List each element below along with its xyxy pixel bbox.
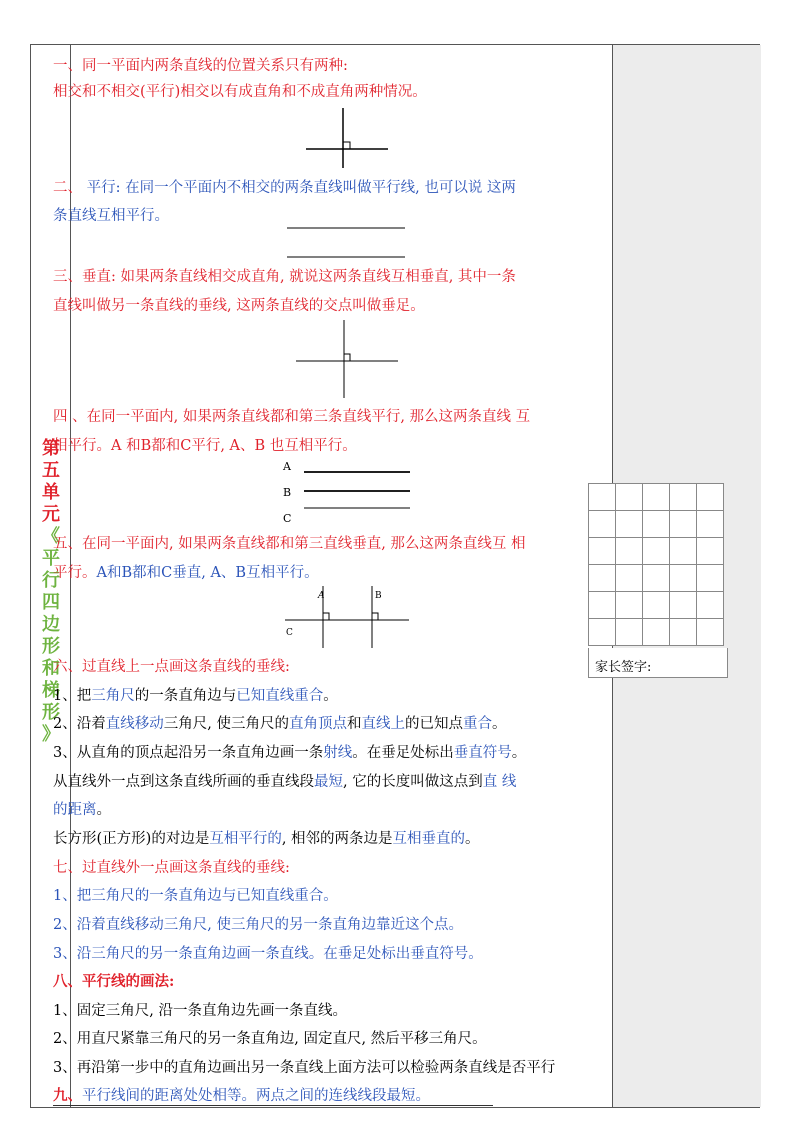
- section6-title: 六、过直线上一点画这条直线的垂线:: [53, 659, 290, 675]
- parent-signature-field[interactable]: [588, 648, 728, 678]
- unit-title-char: 五: [42, 460, 60, 481]
- rectangle-sides-note: 长方形(正方形)的对边是互相平行的, 相邻的两条边是互相垂直的。: [53, 831, 480, 847]
- section7-step2: 2、沿着直线移动三角尺, 使三角尺的另一条直角边靠近这个点。: [53, 917, 463, 933]
- two-perpendiculars-diagram: [282, 582, 412, 650]
- parallel-lines-diagram: [283, 222, 407, 262]
- section1-line1: 一、同一平面内两条直线的位置关系只有两种:: [53, 58, 348, 74]
- section2-line2: 条直线互相平行。: [53, 208, 169, 224]
- writing-grid: [588, 483, 728, 646]
- unit-title-char: 第: [42, 438, 60, 459]
- section2-text: 平行: 在同一个平面内不相交的两条直线叫做平行线, 也可以说 这两: [82, 180, 516, 196]
- unit-title-char: 单: [42, 482, 60, 503]
- unit-title-char: 形: [42, 636, 60, 657]
- section6-step2: 2、沿着直线移动三角尺, 使三角尺的直角顶点和直线上的已知点重合。: [53, 716, 507, 732]
- section5-line2: [53, 561, 319, 582]
- unit-title-char: 》: [42, 724, 60, 745]
- section7-title: 七、过直线外一点画这条直线的垂线:: [53, 860, 290, 876]
- section5-line2-start: 平行。: [53, 565, 97, 581]
- section4-line1: 四 、在同一平面内, 如果两条直线都和第三条直线平行, 那么这两条直线 互: [53, 409, 531, 425]
- section4-line2: 相平行。A 和B都和C平行, A、B 也互相平行。: [53, 438, 357, 454]
- bottom-underline: [53, 1105, 493, 1106]
- distance-definition-line1: 从直线外一点到这条直线所画的垂直线段最短, 它的长度叫做这点到直 线: [53, 774, 517, 790]
- section9-line: [53, 1084, 430, 1105]
- unit-title-char: 四: [42, 592, 60, 613]
- section7-step3: 3、沿三角尺的另一条直角边画一条直线。在垂足处标出垂直符号。: [53, 946, 483, 962]
- section5-line2-end: A和B都和C垂直, A、B互相平行。: [96, 565, 319, 581]
- section9-number: 九、: [53, 1087, 82, 1104]
- section8-title: 八、平行线的画法:: [53, 973, 175, 990]
- unit-title-char: 元: [42, 504, 60, 525]
- section8-step2: 2、用直尺紧靠三角尺的另一条直角边, 固定直尺, 然后平移三角尺。: [53, 1031, 487, 1047]
- line-label-a: A: [318, 591, 325, 601]
- three-parallel-lines-diagram: [280, 456, 414, 528]
- unit-title-char: 形: [42, 702, 60, 723]
- line-label-c: C: [286, 628, 293, 638]
- unit-title-char: 边: [42, 614, 60, 635]
- line-label-b: B: [375, 591, 382, 601]
- section3-line2: 直线叫做另一条直线的垂线, 这两条直线的交点叫做垂足。: [53, 298, 425, 314]
- section6-step1: 1、把三角尺的一条直角边与已知直线重合。: [53, 688, 338, 704]
- section2-line1: [53, 176, 516, 197]
- section2-number: 二、: [53, 180, 82, 196]
- unit-title-char: 和: [42, 658, 60, 679]
- line-label-a: A: [283, 460, 291, 473]
- section7-step1: 1、把三角尺的一条直角边与已知直线重合。: [53, 888, 338, 904]
- intersecting-lines-diagram: [300, 102, 392, 170]
- line-label-c: C: [283, 512, 292, 525]
- unit-title-char: 梯: [42, 680, 60, 701]
- line-label-b: B: [283, 486, 292, 499]
- section5-line1: 五、在同一平面内, 如果两条直线都和第三直线垂直, 那么这两条直线互 相: [53, 536, 526, 552]
- parent-signature-label: 家长签字:: [595, 660, 652, 675]
- section1-line2: 相交和不相交(平行)相交以有成直角和不成直角两种情况。: [53, 84, 427, 100]
- unit-title-char: 平: [42, 548, 60, 569]
- section9-text: 平行线间的距离处处相等。两点之间的连线线段最短。: [82, 1088, 430, 1104]
- unit-title-char: 行: [42, 570, 60, 591]
- unit-title-char: 《: [42, 526, 60, 547]
- section8-step3: 3、再沿第一步中的直角边画出另一条直线上面方法可以检验两条直线是否平行: [53, 1060, 556, 1076]
- section3-line1: 三、垂直: 如果两条直线相交成直角, 就说这两条直线互相垂直, 其中一条: [53, 269, 516, 285]
- section6-step3: 3、从直角的顶点起沿另一条直角边画一条射线。在垂足处标出垂直符号。: [53, 745, 527, 761]
- section8-step1: 1、固定三角尺, 沿一条直角边先画一条直线。: [53, 1003, 347, 1019]
- perpendicular-lines-diagram: [292, 316, 402, 400]
- distance-definition-line2: 的距离。: [53, 802, 111, 818]
